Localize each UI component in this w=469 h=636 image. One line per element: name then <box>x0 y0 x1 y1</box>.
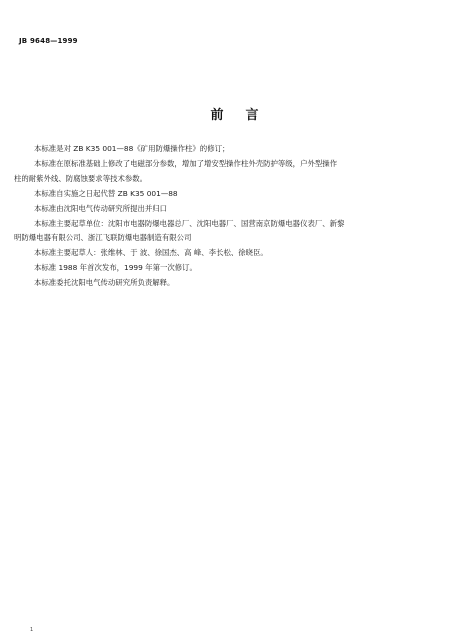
foreword-body <box>14 142 444 291</box>
paragraph-history: 本标准 1988 年首次发布，1999 年第一次修订。 <box>34 263 197 273</box>
paragraph-interpretation: 本标准委托沈阳电气传动研究所负责解释。 <box>34 278 175 288</box>
paragraph-proposer: 本标准由沈阳电气传动研究所提出并归口 <box>34 203 168 213</box>
page-title: 前言 <box>210 108 281 123</box>
paragraph-replacement: 本标准自实施之日起代替 ZB K35 001—88 <box>34 188 178 198</box>
page-footer-mark: 1 <box>30 627 34 633</box>
paragraph-modifications-continued: 柱的耐紫外线、防腐蚀要求等技术参数。 <box>14 173 148 183</box>
paragraph-modifications: 本标准在原标准基础上修改了电磁部分参数，增加了增安型操作柱外壳防护等级，户外型操作 <box>34 158 338 168</box>
standard-code: JB 9648—1999 <box>19 37 78 45</box>
paragraph-drafting-units-continued: 明防爆电器有限公司、浙江飞联防爆电器制造有限公司 <box>14 233 192 243</box>
paragraph-drafters: 本标准主要起草人：张维林、于 波、徐国杰、高 峰、李长松、徐晓臣。 <box>34 248 268 258</box>
paragraph-revision: 本标准是对 ZB K35 001—88《矿用防爆操作柱》的修订； <box>34 144 230 153</box>
paragraph-drafting-units: 本标准主要起草单位：沈阳市电器防爆电器总厂、沈阳电器厂、国营南京防爆电器仪表厂、新黎 <box>34 218 345 228</box>
